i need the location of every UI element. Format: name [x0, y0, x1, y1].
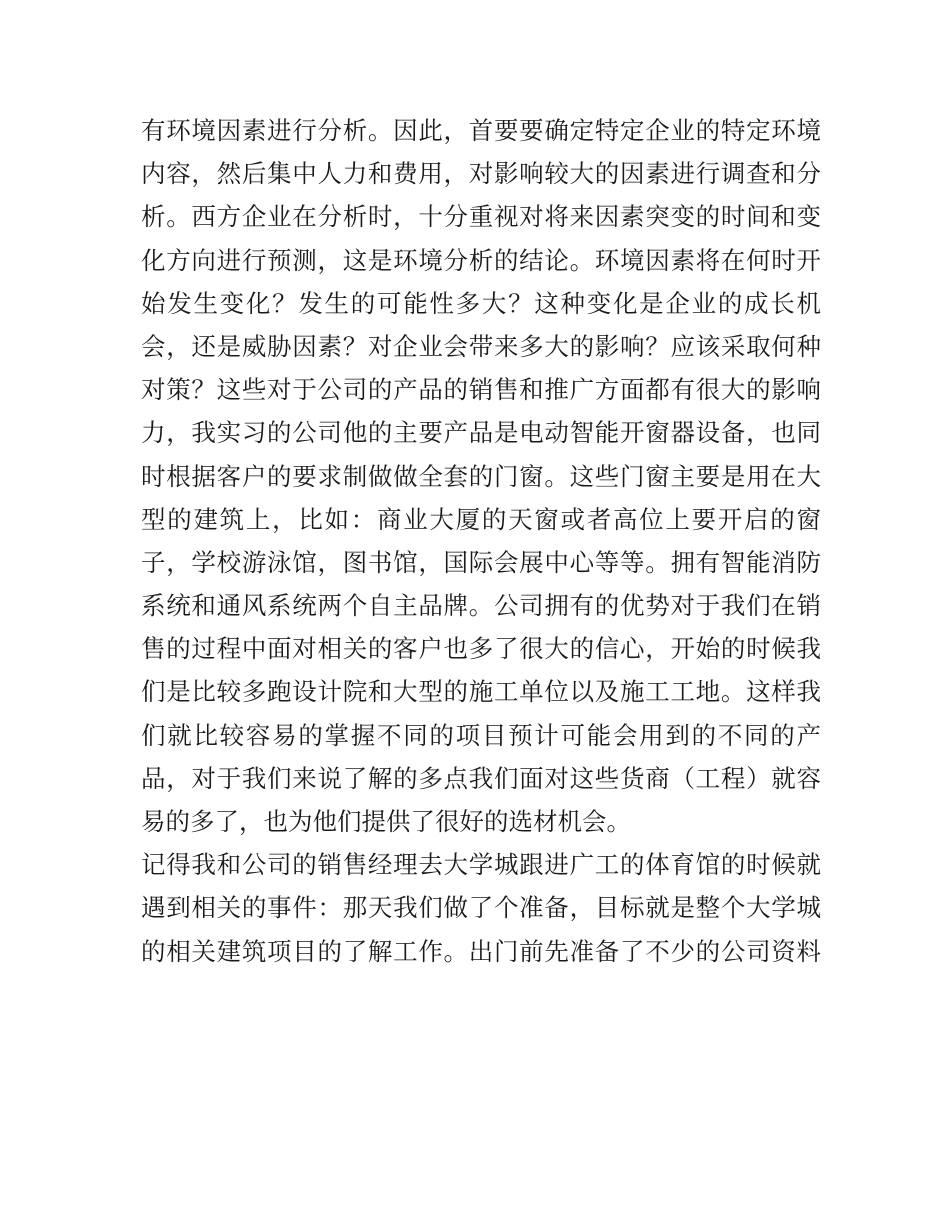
text-line: 记得我和公司的销售经理去大学城跟进广工的体育馆的时候就: [141, 850, 821, 880]
text-line: 析。西方企业在分析时，十分重视对将来因素突变的时间和变: [141, 202, 821, 232]
text-line: 遇到相关的事件：那天我们做了个准备，目标就是整个大学城: [141, 893, 821, 923]
text-line: 内容，然后集中人力和费用，对影响较大的因素进行调查和分: [141, 159, 821, 189]
text-line: 始发生变化？发生的可能性多大？这种变化是企业的成长机: [141, 288, 821, 318]
text-line: 会，还是威胁因素？对企业会带来多大的影响？应该采取何种: [141, 331, 821, 361]
text-line: 们就比较容易的掌握不同的项目预计可能会用到的不同的产: [141, 720, 821, 750]
text-line: 时根据客户的要求制做做全套的门窗。这些门窗主要是用在大: [141, 461, 821, 491]
text-line: 有环境因素进行分析。因此，首要要确定特定企业的特定环境: [141, 116, 821, 145]
text-line: 对策？这些对于公司的产品的销售和推广方面都有很大的影响: [141, 375, 821, 405]
text-line: 易的多了，也为他们提供了很好的选材机会。: [141, 807, 631, 836]
text-line: 的相关建筑项目的了解工作。出门前先准备了不少的公司资料: [141, 936, 821, 966]
text-line: 化方向进行预测，这是环境分析的结论。环境因素将在何时开: [141, 245, 821, 275]
text-line: 售的过程中面对相关的客户也多了很大的信心，开始的时候我: [141, 634, 821, 664]
text-line: 品，对于我们来说了解的多点我们面对这些货商（工程）就容: [141, 763, 821, 793]
text-line: 们是比较多跑设计院和大型的施工单位以及施工工地。这样我: [141, 677, 821, 707]
text-line: 子，学校游泳馆，图书馆，国际会展中心等等。拥有智能消防: [141, 547, 821, 577]
text-line: 系统和通风系统两个自主品牌。公司拥有的优势对于我们在销: [141, 591, 821, 621]
body-text: [141, 109, 821, 973]
text-line: 型的建筑上，比如：商业大厦的天窗或者高位上要开启的窗: [141, 504, 821, 534]
text-line: 力，我实习的公司他的主要产品是电动智能开窗器设备，也同: [141, 418, 821, 448]
